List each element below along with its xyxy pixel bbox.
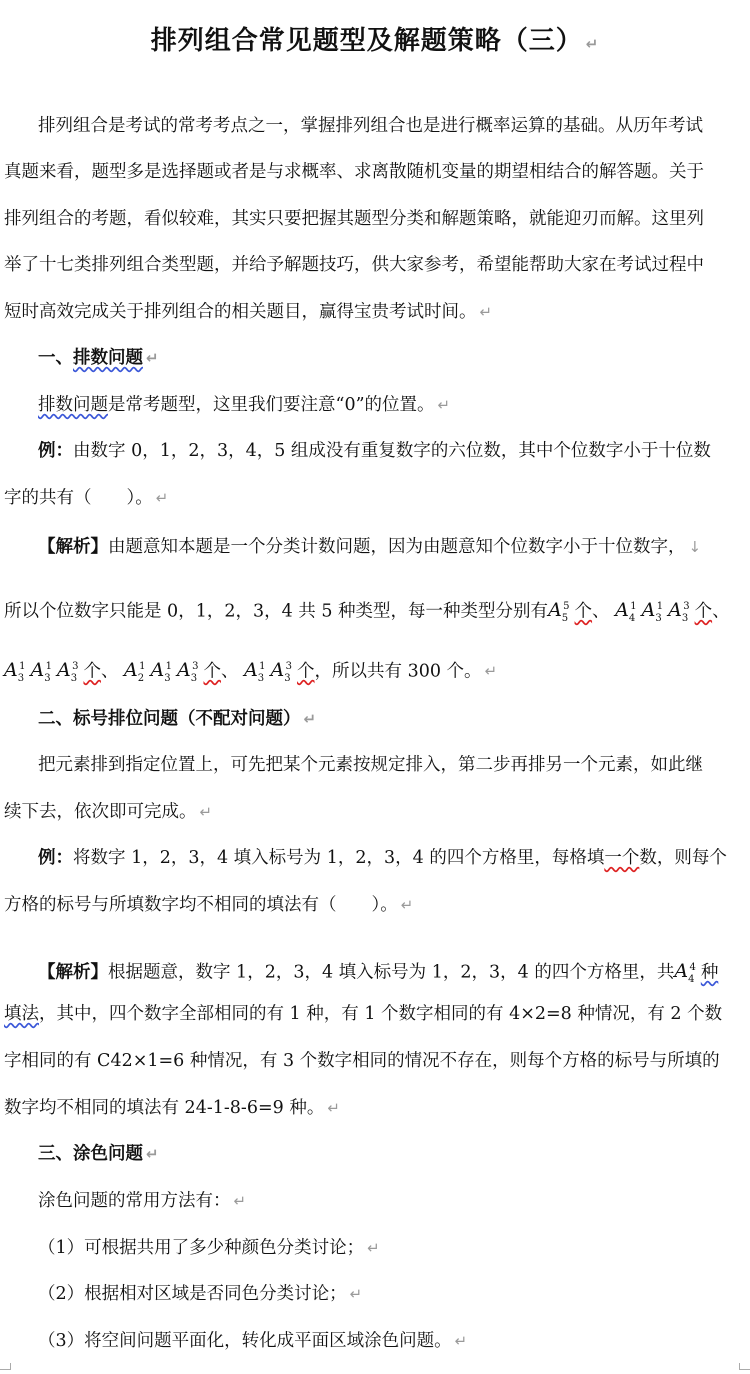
solution-line: [0, 655, 750, 691]
page-corner-mark: [0, 1363, 11, 1370]
solution-label: 【解析】: [38, 537, 108, 557]
body-text: 是常考题型，这里我们要注意“0”的位置。: [108, 395, 435, 415]
math-formula: $A_4^1$ $A_3^1$ $A_3^3$: [615, 599, 690, 625]
paragraph-mark: ↵: [349, 1285, 363, 1303]
body-text: 续下去，依次即可完成。: [4, 802, 197, 822]
heading-text: 三、涂色问题: [38, 1144, 143, 1164]
example-text: 数，则每个: [639, 848, 727, 868]
solution-text: 个: [694, 601, 713, 622]
solution-text: ，其中，四个数字全部相同的有 1 种，有 1 个数字相同的有 4×2=8 种情况，有 2 个数: [39, 1004, 723, 1024]
example-line: [0, 846, 750, 870]
body-text: 把元素排到指定位置上，可先把某个元素按规定排入，第二步再排另一个元素，如此继: [38, 755, 703, 775]
solution-text: 个: [83, 661, 101, 682]
solution-text: 、: [712, 601, 730, 622]
intro-line: [0, 160, 750, 184]
body-line: [0, 753, 750, 777]
solution-line: [0, 1002, 750, 1026]
example-line: [0, 893, 750, 917]
paragraph-mark: ↵: [146, 1145, 159, 1163]
example-line: [0, 439, 750, 463]
solution-text: 个: [203, 661, 221, 682]
example-text: 一个: [604, 848, 640, 868]
list-item: [0, 1236, 750, 1260]
solution-text: 由题意知本题是一个分类计数问题，因为由题意知个位数字小于十位数字，: [108, 537, 686, 557]
intro-text: 排列组合的考题，看似较难，其实只要把握其题型分类和解题策略，就能迎刃而解。这里列: [4, 209, 704, 229]
solution-text: ，所以共有 300 个。: [314, 661, 482, 682]
heading-text: 排数问题: [73, 348, 143, 368]
paragraph-mark: ↵: [437, 396, 451, 414]
solution-line: [0, 956, 750, 992]
solution-text: 个: [574, 601, 593, 622]
section-heading: [0, 346, 750, 370]
line-break-mark: ↓: [688, 538, 702, 556]
solution-text: 种: [700, 962, 719, 983]
body-text: 排数问题: [38, 395, 108, 415]
solution-line: [0, 1049, 750, 1073]
solution-line: [0, 1096, 750, 1120]
intro-line: [0, 114, 750, 138]
section-heading: [0, 1142, 750, 1166]
solution-text: 数字均不相同的填法有 24-1-8-6=9 种。: [4, 1098, 325, 1118]
body-line: [0, 1189, 750, 1213]
list-item-text: （2）根据相对区域是否同色分类讨论；: [38, 1284, 347, 1304]
list-item-text: （3）将空间问题平面化，转化成平面区域涂色问题。: [38, 1331, 452, 1351]
solution-line: [0, 535, 750, 559]
heading-text: 二、标号排位问题（不配对问题）: [38, 709, 301, 729]
example-label: 例：: [38, 441, 73, 461]
example-text: 方格的标号与所填数字均不相同的填法有（ ）。: [4, 895, 398, 915]
paragraph-mark: ↵: [327, 1099, 340, 1117]
list-item: [0, 1282, 750, 1306]
math-formula: $A_4^4$: [674, 960, 696, 986]
section-heading: [0, 707, 750, 731]
paragraph-mark: ↵: [484, 662, 498, 681]
example-line: [0, 486, 750, 510]
math-formula: $A_3^1$ $A_3^3$: [244, 659, 293, 685]
paragraph-mark: ↵: [146, 349, 159, 367]
intro-text: 举了十七类排列组合类型题，并给予解题技巧，供大家参考，希望能帮助大家在考试过程中: [4, 255, 704, 275]
math-formula: $A_5^5$: [548, 599, 570, 625]
list-item-text: （1）可根据共用了多少种颜色分类讨论；: [38, 1238, 365, 1258]
paragraph-mark: ↵: [367, 1239, 380, 1257]
intro-text: 真题来看，题型多是选择题或者是与求概率、求离散随机变量的期望相结合的解答题。关于: [4, 162, 704, 182]
solution-text: 个: [297, 661, 315, 682]
solution-text: 字相同的有 C42×1=6 种情况，有 3 个数字相同的情况不存在，则每个方格的标号与所填的: [4, 1051, 720, 1071]
paragraph-mark: ↵: [479, 303, 493, 321]
solution-text: 根据题意，数字 1，2，3，4 填入标号为 1，2，3，4 的四个方格里，共: [108, 962, 675, 983]
example-text: 将数字 1，2，3，4 填入标号为 1，2，3，4 的四个方格里，每格填: [73, 848, 605, 868]
paragraph-mark: ↵: [454, 1332, 468, 1350]
list-item: [0, 1329, 750, 1353]
example-label: 例：: [38, 848, 73, 868]
document-title: [0, 20, 750, 57]
body-line: [0, 800, 750, 824]
solution-text: 、: [220, 661, 239, 682]
paragraph-mark: ↵: [400, 896, 414, 914]
example-text: 由数字 0，1，2，3，4，5 组成没有重复数字的六位数，其中个位数字小于十位数: [73, 441, 711, 461]
body-text: 涂色问题的常用方法有：: [38, 1191, 231, 1211]
paragraph-mark: ↵: [155, 489, 169, 507]
solution-text: 填法: [4, 1004, 39, 1024]
solution-text: 所以个位数字只能是 0，1，2，3，4 共 5 种类型，每一种类型分别有: [4, 601, 549, 622]
body-line: [0, 393, 750, 417]
title-text: 排列组合常见题型及解题策略（三）: [150, 26, 583, 56]
intro-line: [0, 300, 750, 324]
solution-label: 【解析】: [38, 962, 108, 983]
heading-number: 一、: [38, 348, 73, 368]
solution-text: 、: [100, 661, 119, 682]
solution-line: [0, 595, 750, 631]
paragraph-mark: ↵: [303, 710, 317, 728]
math-formula: $A_3^1$ $A_3^1$ $A_3^3$: [4, 659, 79, 685]
example-text: 字的共有（ ）。: [4, 488, 153, 508]
solution-text: 、: [592, 601, 610, 622]
intro-text: 短时高效完成关于排列组合的相关题目，赢得宝贵考试时间。: [4, 302, 477, 322]
paragraph-mark: ↵: [199, 803, 213, 821]
math-formula: $A_2^1$ $A_3^1$ $A_3^3$: [124, 659, 199, 685]
intro-line: [0, 207, 750, 231]
paragraph-mark: ↵: [233, 1192, 247, 1210]
page-corner-mark: [739, 1363, 750, 1370]
intro-line: [0, 253, 750, 277]
paragraph-mark: ↵: [585, 35, 600, 53]
intro-text: 排列组合是考试的常考考点之一，掌握排列组合也是进行概率运算的基础。从历年考试: [38, 116, 703, 136]
